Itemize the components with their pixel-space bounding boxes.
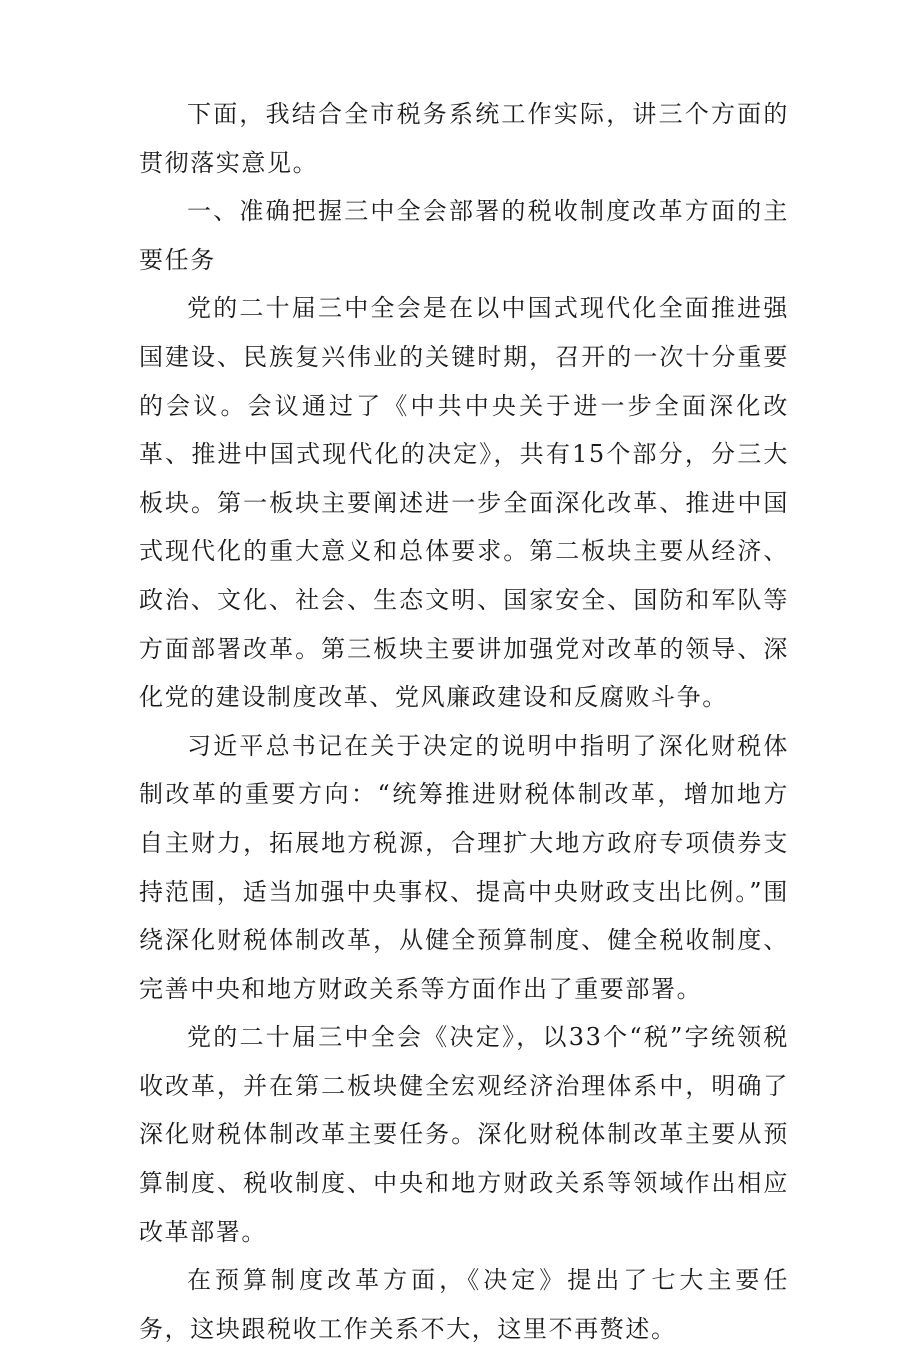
paragraph-budget-reform: 在预算制度改革方面，《决定》提出了七大主要任务，这块跟税收工作关系不大，这里不再赘述。: [139, 1266, 789, 1343]
paragraph-tax-reform-tasks: 党的二十届三中全会《决定》，以33个“税”字统领税收改革，并在第二板块健全宏观经济治理体系中，明确了深化财税体制改革主要任务。深化财税体制改革主要从预算制度、税收制度、中央和地方财政关系等领域作出相应改革部署。: [139, 1023, 789, 1246]
paragraph-intro: 下面，我结合全市税务系统工作实际，讲三个方面的贯彻落实意见。: [139, 100, 789, 177]
paragraph-reform-direction: 习近平总书记在关于决定的说明中指明了深化财税体制改革的重要方向：“统筹推进财税体制改革，增加地方自主财力，拓展地方税源，合理扩大地方政府专项债券支持范围，适当加强中央事权、提高中央财政支出比例。”围绕深化财税体制改革，从健全预算制度、健全税收制度、完善中央和地方财政关系等方面作出了重要部署。: [139, 731, 789, 1003]
section-heading: 一、准确把握三中全会部署的税收制度改革方面的主要任务: [139, 197, 789, 274]
paragraph-plenum-overview: 党的二十届三中全会是在以中国式现代化全面推进强国建设、民族复兴伟业的关键时期，召开的一次十分重要的会议。会议通过了《中共中央关于进一步全面深化改革、推进中国式现代化的决定》，共有15个部分，分三大板块。第一板块主要阐述进一步全面深化改革、推进中国式现代化的重大意义和总体要求。第二板块主要从经济、政治、文化、社会、生态文明、国家安全、国防和军队等方面部署改革。第三板块主要讲加强党对改革的领导、深化党的建设制度改革、党风廉政建设和反腐败斗争。: [139, 294, 789, 712]
document-body: [139, 90, 789, 1353]
